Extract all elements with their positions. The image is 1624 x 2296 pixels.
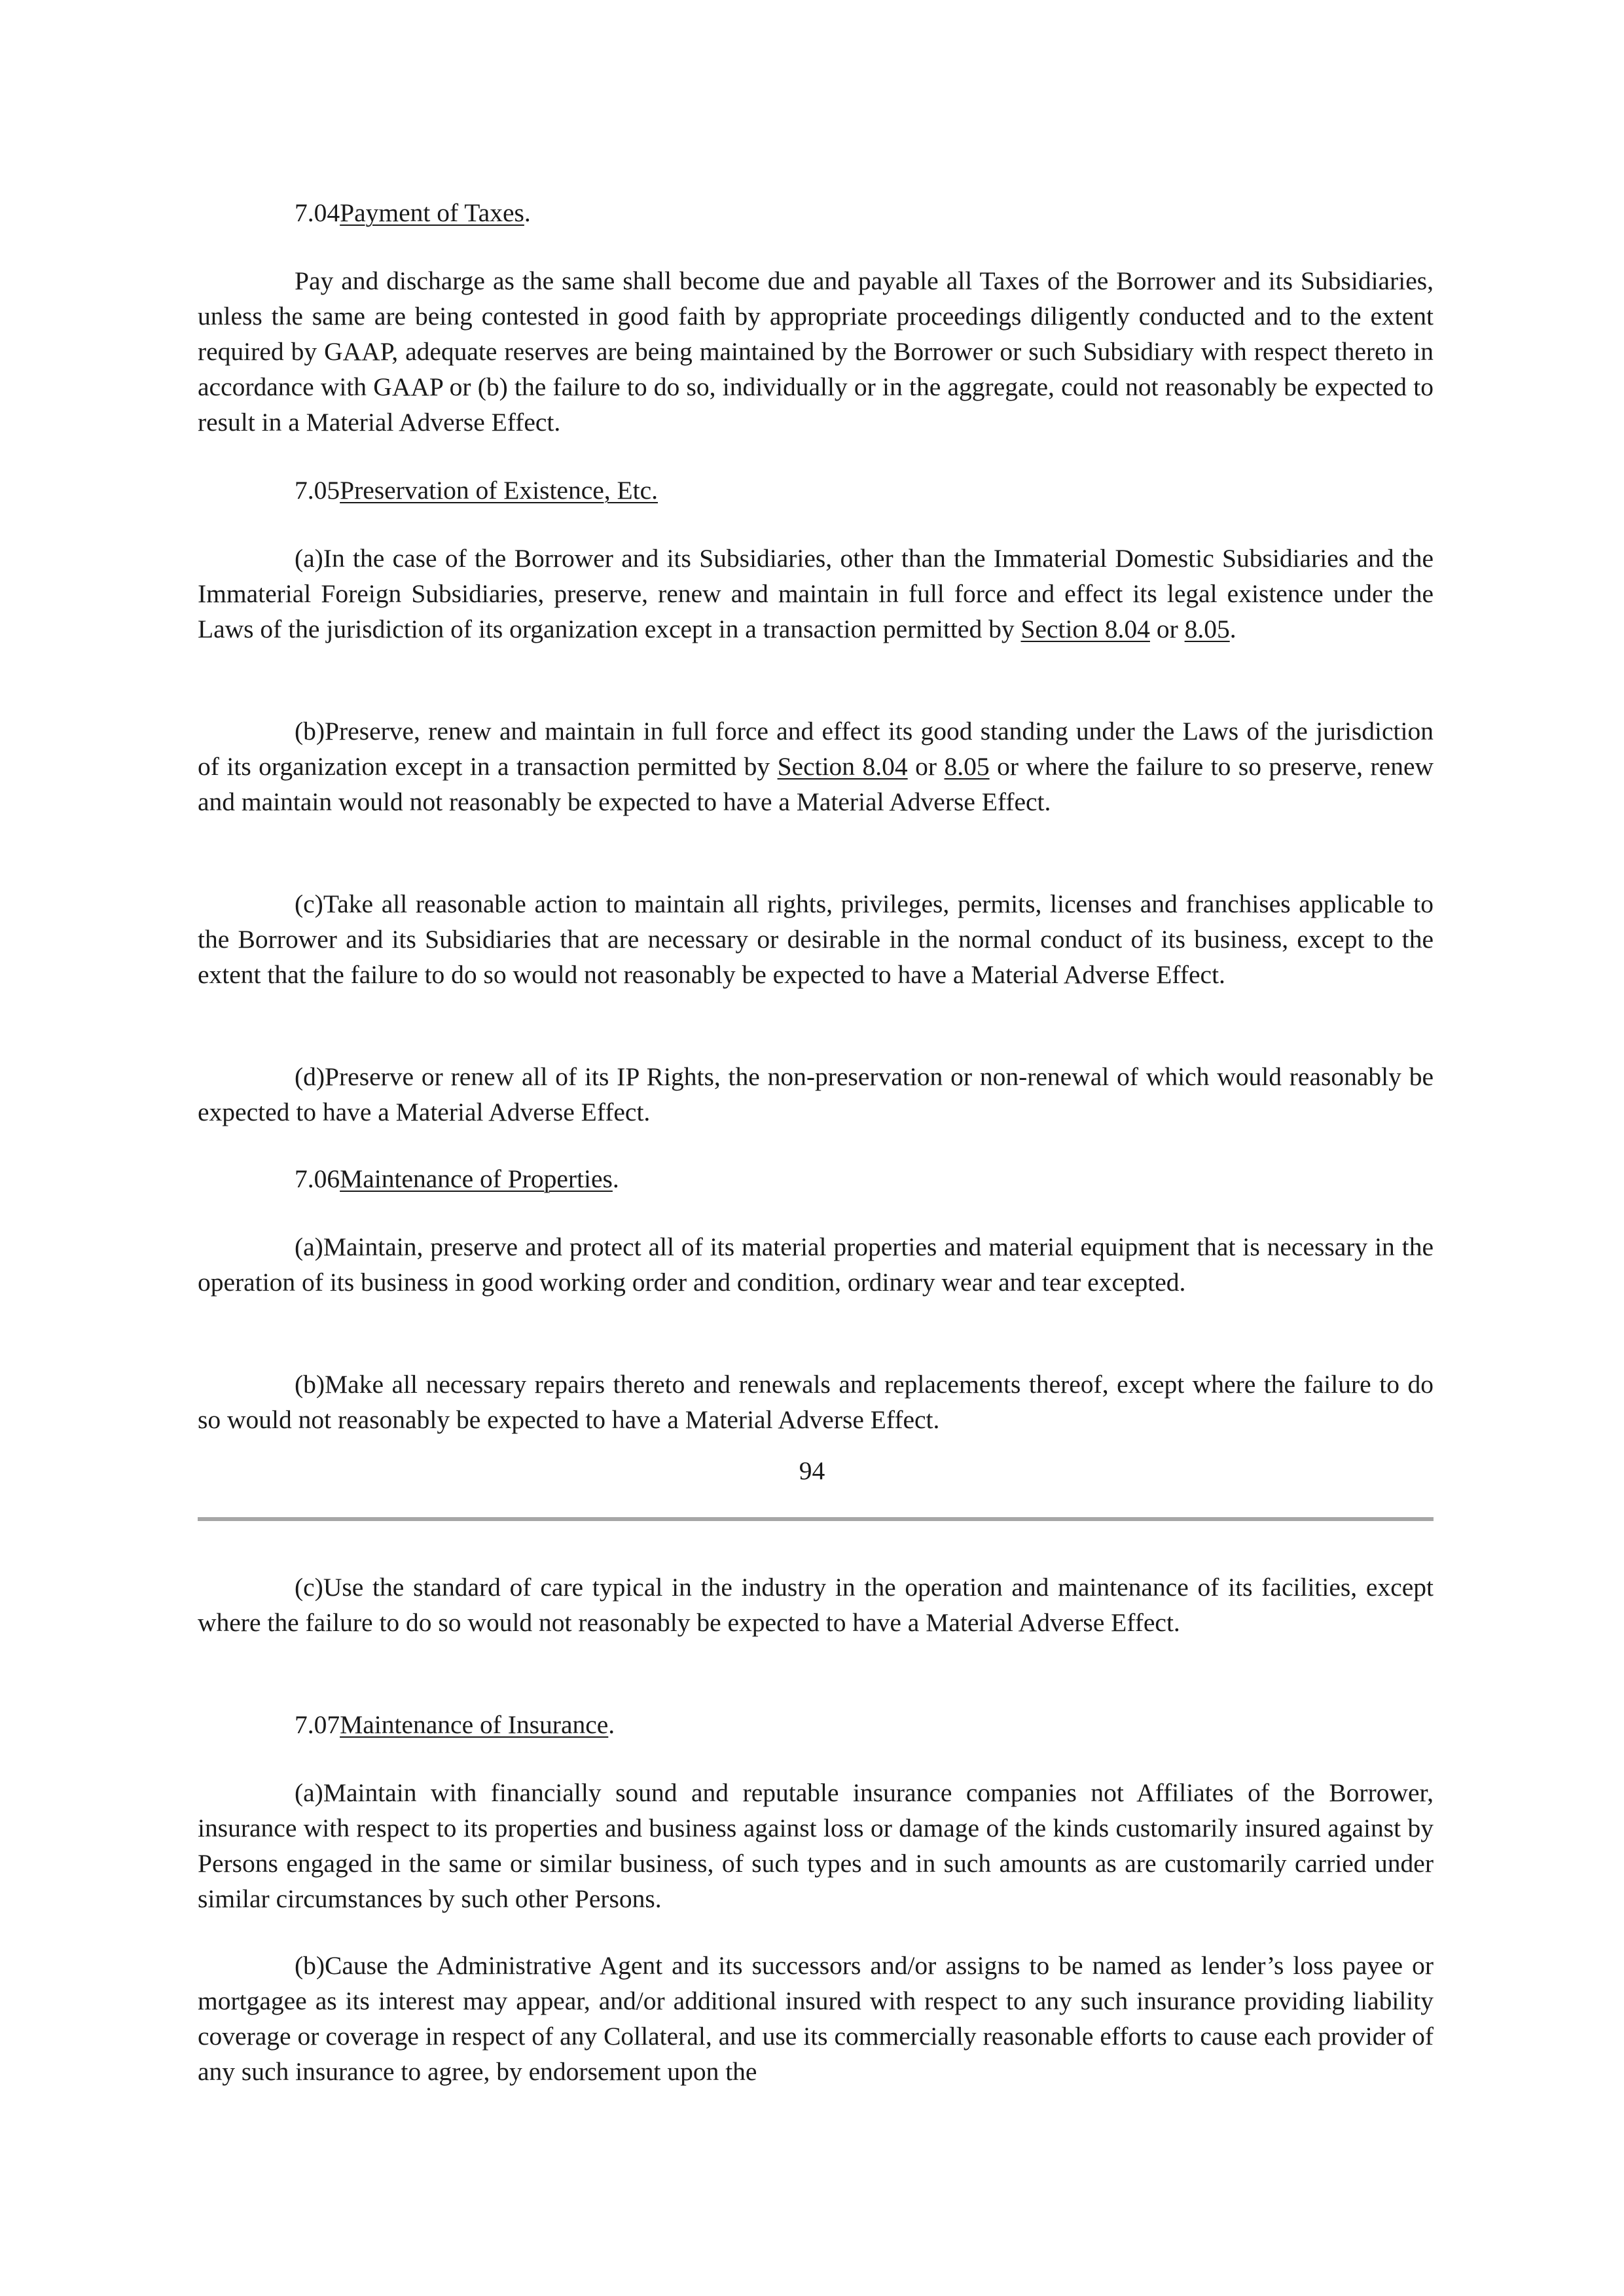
paragraph-7-05-c: (c)Take all reasonable action to maintain all rights, privileges, permits, licenses and franchises applicable to the Borrower and its Subsidiaries that are necessary or desirable in the normal conduct of its business, except to the extent that the failure to do so would not reasonably be expected to have a Material Adverse Effect. xyxy=(198,889,1434,989)
section-title-trail: . xyxy=(608,1710,615,1739)
cross-reference-link: Section 8.04 xyxy=(777,752,908,781)
section-heading-7-04 xyxy=(198,195,1434,230)
section-title: Maintenance of Properties xyxy=(340,1164,613,1193)
paragraph-7-06-a: (a)Maintain, preserve and protect all of its material properties and material equipment that is necessary in the operation of its business in good working order and condition, ordinary wear and tear excepted. xyxy=(198,1232,1434,1297)
page-break-divider xyxy=(198,1517,1434,1521)
cross-reference-link: 8.05 xyxy=(1184,615,1230,643)
paragraph-7-07-a: (a)Maintain with financially sound and reputable insurance companies not Affiliates of the Borrower, insurance with respect to its properties and business against loss or damage of the kinds customarily insured against by Persons engaged in the same or similar business, of such types and in such amounts as are customarily carried under similar circumstances by such other Persons. xyxy=(198,1778,1434,1913)
paragraph-7-06-c: (c)Use the standard of care typical in the industry in the operation and maintenance of its facilities, except where the failure to do so would not reasonably be expected to have a Material Adverse Effect. xyxy=(198,1573,1434,1637)
section-heading-7-05 xyxy=(198,473,1434,508)
section-heading-7-06 xyxy=(198,1161,1434,1196)
paragraph-7-07-b: (b)Cause the Administrative Agent and its successors and/or assigns to be named as lender’s loss payee or mortgagee as its interest may appear, and/or additional insured with respect to any such insurance providing liability coverage or coverage in respect of any Collateral, and use its commercially reasonable efforts to cause each provider of any such insurance to agree, by endorsement upon the xyxy=(198,1951,1434,2086)
paragraph-7-04-body: Pay and discharge as the same shall become due and payable all Taxes of the Borrower and its Subsidiaries, unless the same are being contested in good faith by appropriate proceedings diligently conducted and to the extent required by GAAP, adequate reserves are being maintained by the Borrower or such Subsidiary with respect thereto in accordance with GAAP or (b) the failure to do so, individually or in the aggregate, could not reasonably be expected to result in a Material Adverse Effect. xyxy=(198,266,1434,437)
section-number: 7.04 xyxy=(295,198,340,227)
cross-reference-link: 8.05 xyxy=(944,752,990,781)
paragraph-7-06-b: (b)Make all necessary repairs thereto and renewals and replacements thereof, except where the failure to do so would not reasonably be expected to have a Material Adverse Effect. xyxy=(198,1370,1434,1434)
section-title-trail: . xyxy=(524,198,531,227)
section-title: Payment of Taxes xyxy=(340,198,524,227)
section-number: 7.07 xyxy=(295,1710,340,1739)
section-title: Maintenance of Insurance xyxy=(340,1710,609,1739)
section-number: 7.06 xyxy=(295,1164,340,1193)
cross-reference-link: Section 8.04 xyxy=(1020,615,1150,643)
paragraph-7-05-b: (b)Preserve, renew and maintain in full force and effect its good standing under the Laws of the jurisdiction of its organization except in a transaction permitted by Section 8.04 or 8.05 or where the failure to so preserve, renew and maintain would not reasonably be expected to have a Material Adverse Effect. xyxy=(198,717,1434,816)
section-title: Preservation of Existence, Etc. xyxy=(340,476,659,505)
section-title-trail: . xyxy=(612,1164,619,1193)
paragraph-7-05-a: (a)In the case of the Borrower and its Subsidiaries, other than the Immaterial Domestic Subsidiaries and the Immaterial Foreign Subsidiaries, preserve, renew and maintain in full force and effect its legal existence under the Laws of the jurisdiction of its organization except in a transaction permitted by Section 8.04 or 8.05. xyxy=(198,544,1434,643)
paragraph-7-05-d: (d)Preserve or renew all of its IP Rights, the non-preservation or non-renewal of which would reasonably be expected to have a Material Adverse Effect. xyxy=(198,1062,1434,1126)
section-number: 7.05 xyxy=(295,476,340,505)
section-heading-7-07 xyxy=(198,1707,1434,1742)
page-number: 94 xyxy=(799,1456,825,1485)
